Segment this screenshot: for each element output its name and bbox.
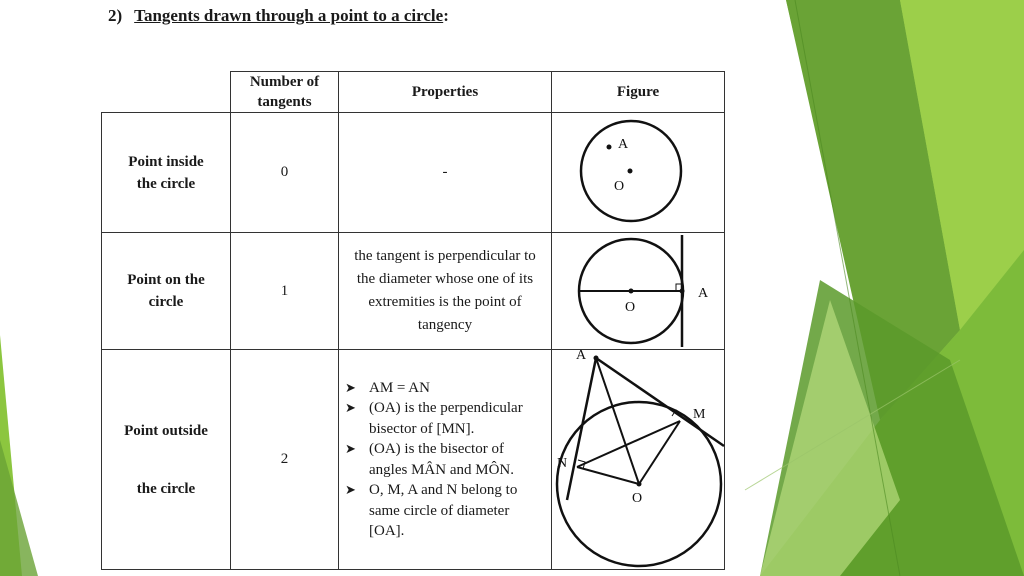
row-label-point-inside — [102, 113, 231, 233]
figure-point-outside — [552, 350, 725, 570]
label-center-o: O — [625, 300, 636, 315]
label-point-n: N — [557, 456, 568, 471]
list-item — [343, 378, 545, 399]
section-title: Tangents drawn through a point to a circle — [134, 6, 444, 25]
figure-on-diagram — [552, 233, 725, 349]
table-row-point-outside — [102, 350, 725, 570]
label-point-a: A — [576, 350, 587, 363]
center-o-dot — [637, 482, 642, 487]
tangent-count-inside: 0 — [231, 113, 339, 233]
header-figure: Figure — [552, 72, 725, 113]
row-label-line1: Point inside — [128, 153, 204, 170]
row-label-line1: Point on the — [127, 272, 205, 288]
properties-outside — [339, 350, 552, 570]
section-title-suffix: : — [443, 6, 449, 25]
arrow-bullet-icon: ➤ — [345, 379, 356, 395]
table-row-point-on — [102, 233, 725, 350]
label-point-a: A — [618, 137, 629, 152]
center-o-dot — [629, 289, 634, 294]
point-a-dot — [607, 145, 612, 150]
label-center-o: O — [614, 179, 625, 194]
header-corner-cell — [102, 72, 231, 113]
segment-oa — [596, 358, 639, 484]
point-a-dot — [594, 356, 599, 361]
properties-on: the tangent is perpendicular to the diameter whose one of its extremities is the point of tangency — [339, 233, 552, 350]
section-number: 2) — [108, 6, 123, 25]
figure-inside-diagram — [552, 113, 725, 232]
section-heading — [108, 6, 449, 26]
row-label-line2: the circle — [136, 480, 196, 497]
label-point-a: A — [698, 286, 709, 301]
tangent-line-am — [596, 358, 724, 446]
properties-bullet-list — [339, 378, 551, 542]
bullet-text: (OA) is the perpendicular bisector of [MN]. — [369, 400, 523, 437]
bullet-text: AM = AN — [369, 379, 430, 396]
list-item — [343, 398, 545, 439]
row-label-line2: the circle — [136, 175, 196, 192]
bullet-text: (OA) is the bisector of angles MÂN and MÔN. — [369, 441, 514, 478]
bullet-text: O, M, A and N belong to same circle of diameter [OA]. — [369, 482, 518, 539]
segment-on — [577, 467, 639, 484]
point-a-dot — [680, 289, 685, 294]
label-center-o: O — [632, 491, 643, 506]
row-label-line1: Point outside — [124, 422, 208, 439]
tangent-line-an — [567, 358, 596, 500]
list-item — [343, 439, 545, 480]
properties-inside: - — [339, 113, 552, 233]
arrow-bullet-icon: ➤ — [345, 482, 356, 497]
list-item — [343, 480, 545, 542]
header-number-of-tangents: Number of tangents — [231, 72, 339, 113]
arrow-bullet-icon: ➤ — [345, 441, 356, 456]
row-label-line2: circle — [148, 294, 184, 310]
label-point-m: M — [693, 407, 706, 422]
figure-outside-diagram — [552, 350, 725, 569]
table-header-row — [102, 72, 725, 113]
figure-point-on — [552, 233, 725, 350]
tangent-count-outside: 2 — [231, 350, 339, 570]
tangent-count-on: 1 — [231, 233, 339, 350]
figure-point-inside — [552, 113, 725, 233]
row-label-point-on — [102, 233, 231, 350]
tangent-properties-table — [101, 71, 725, 570]
arrow-bullet-icon: ➤ — [345, 400, 356, 415]
row-label-point-outside — [102, 350, 231, 570]
table-row-point-inside — [102, 113, 725, 233]
center-o-dot — [628, 169, 633, 174]
header-properties: Properties — [339, 72, 552, 113]
